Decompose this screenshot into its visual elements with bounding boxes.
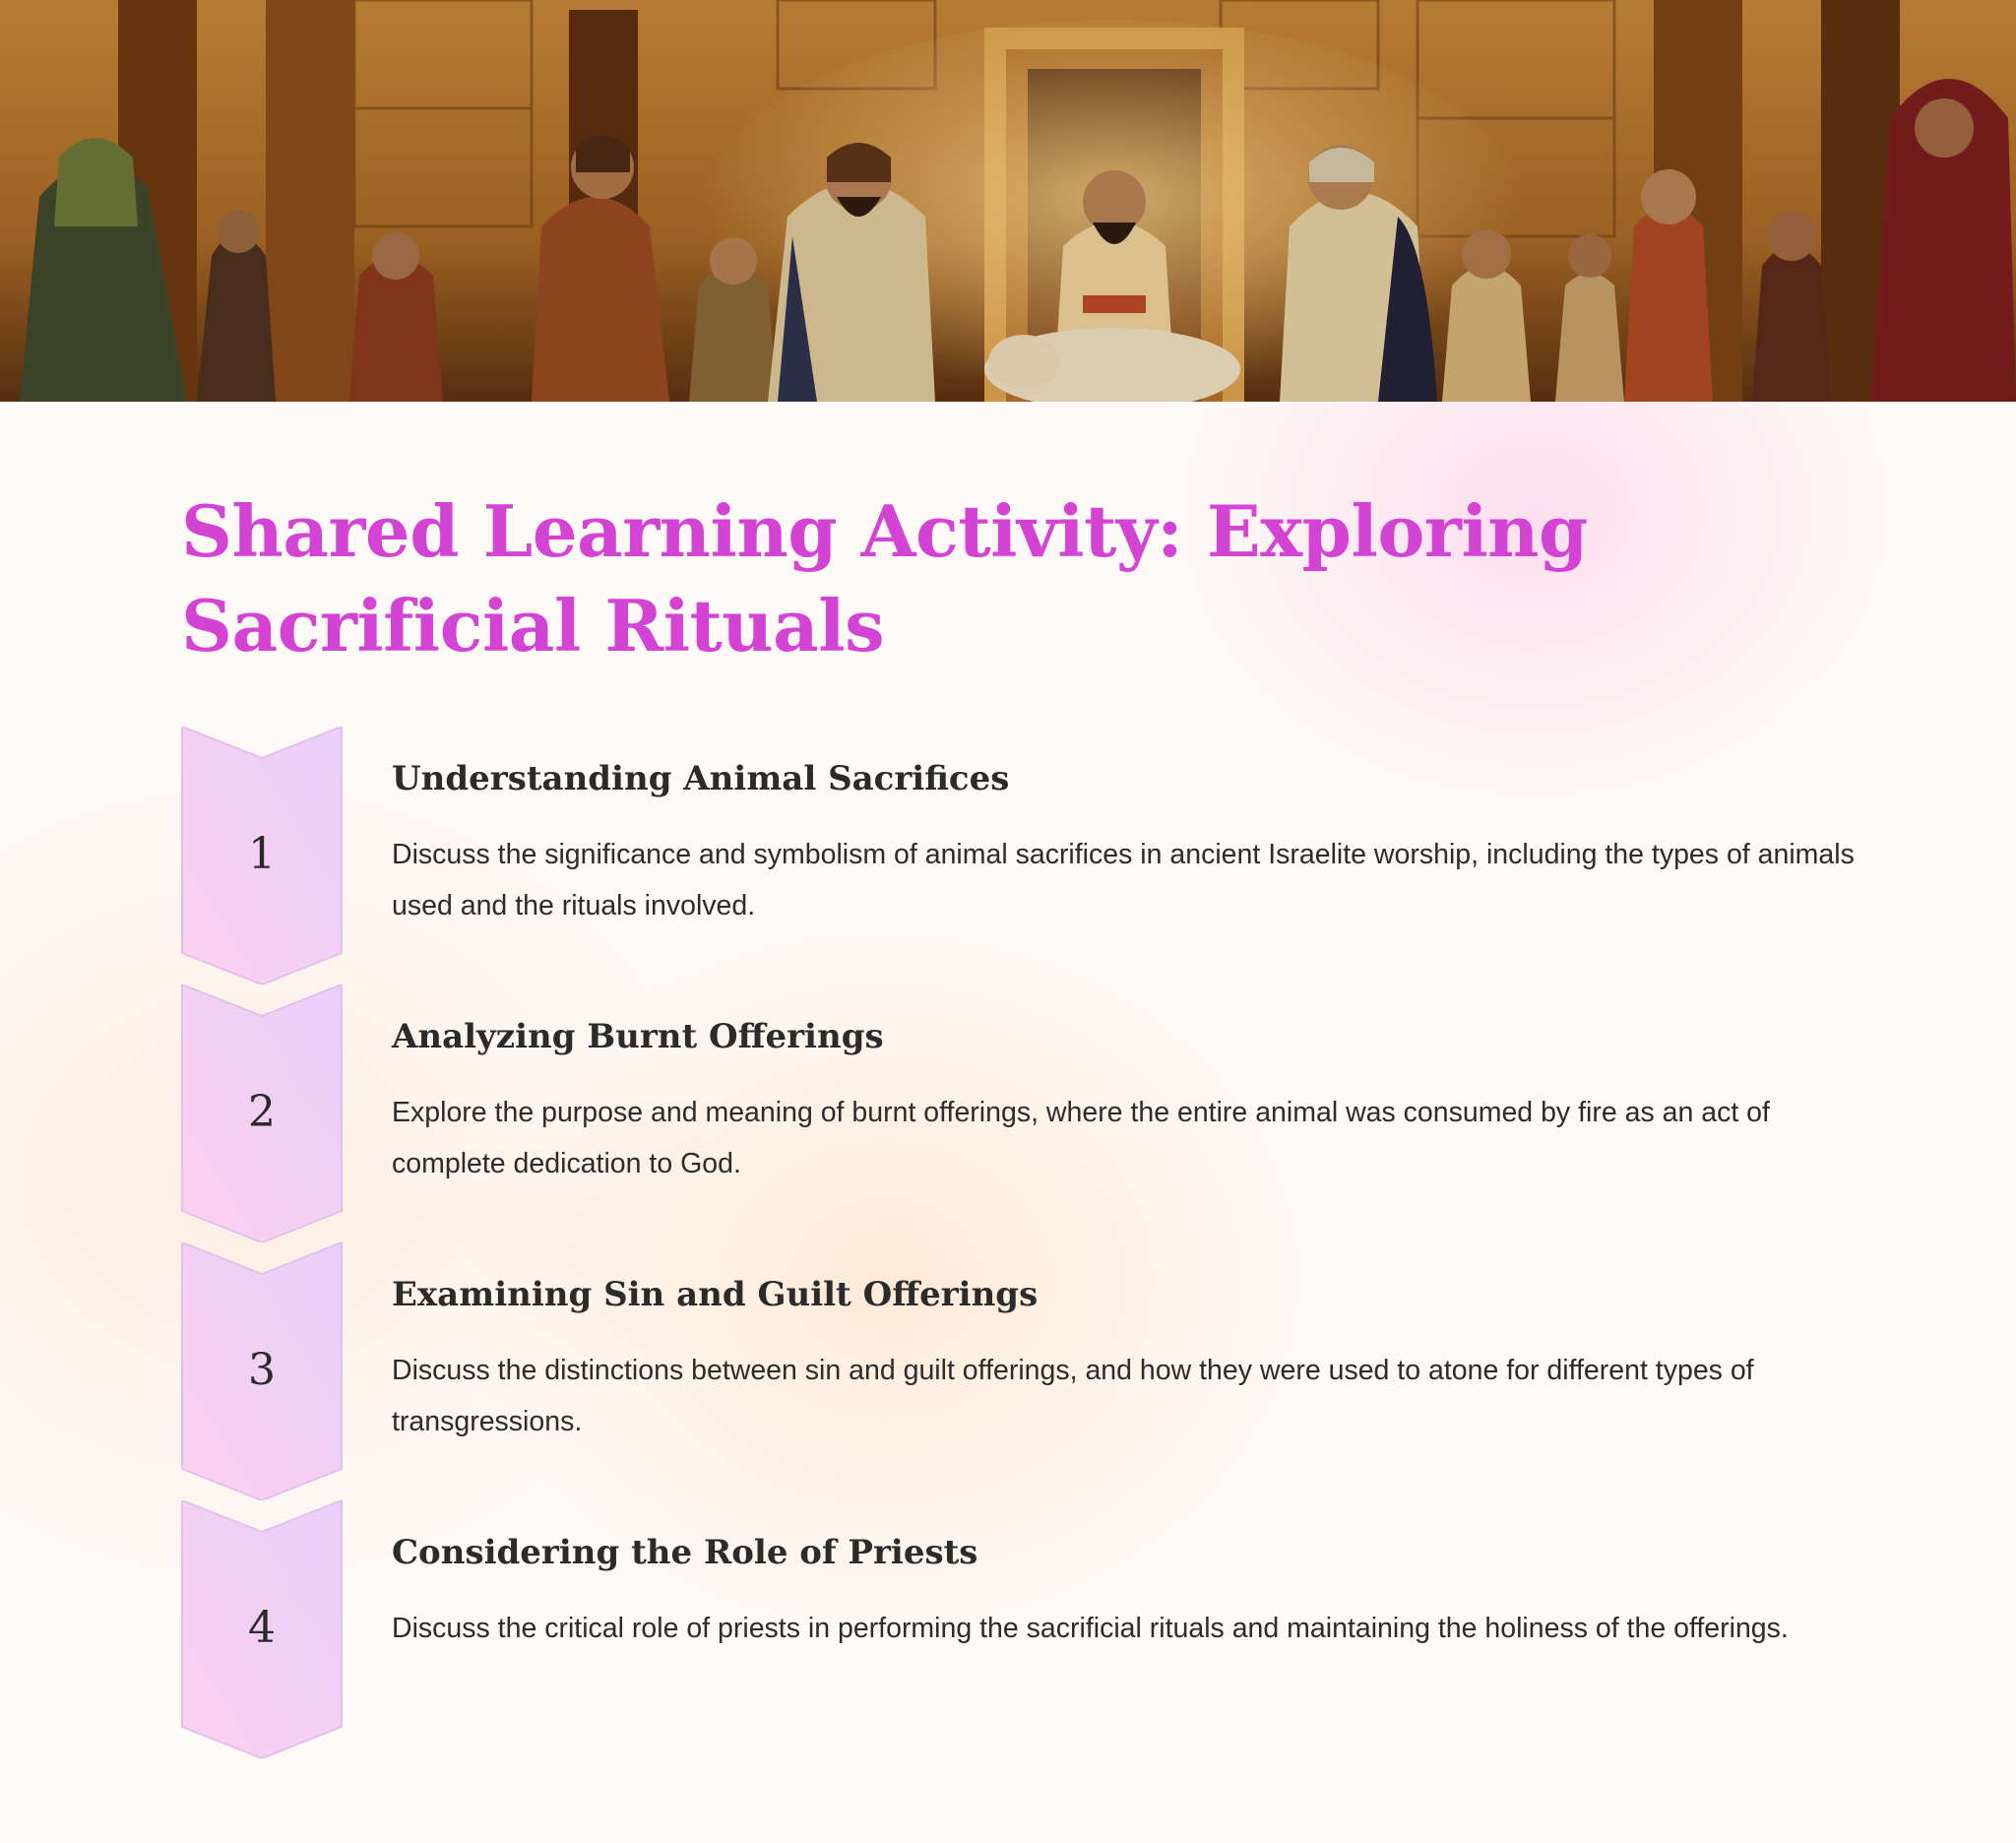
step-heading: Analyzing Burnt Offerings: [392, 1017, 884, 1056]
hero-image: [0, 0, 2016, 402]
step-description: Explore the purpose and meaning of burnt offerings, where the entire animal was consumed by fire as an act of complete dedication to God.: [392, 1097, 1770, 1179]
step-heading: Examining Sin and Guilt Offerings: [392, 1275, 1039, 1314]
step-description: Discuss the significance and symbolism of animal sacrifices in ancient Israelite worship, including the types of animals used and the rituals involved.: [392, 839, 1855, 922]
step-number: 1: [248, 829, 276, 879]
step-item: [181, 1500, 1874, 1758]
temple-sacrifice-illustration: [0, 0, 2016, 402]
step-description: Discuss the distinctions between sin and guilt offerings, and how they were used to atone for different types of transgressions.: [392, 1355, 1754, 1437]
step-number: 2: [248, 1087, 276, 1137]
step-item: [181, 727, 1874, 985]
step-heading: Understanding Animal Sacrifices: [392, 759, 1010, 798]
step-number: 3: [248, 1345, 276, 1395]
step-item: [181, 1242, 1874, 1500]
step-number: 4: [248, 1603, 276, 1653]
step-heading: Considering the Role of Priests: [392, 1533, 978, 1572]
step-item: [181, 985, 1874, 1242]
page-title: Shared Learning Activity: Exploring Sacrificial Rituals: [181, 489, 1588, 667]
step-description: Discuss the critical role of priests in performing the sacrificial rituals and maintaining the holiness of the offerings.: [392, 1613, 1789, 1644]
